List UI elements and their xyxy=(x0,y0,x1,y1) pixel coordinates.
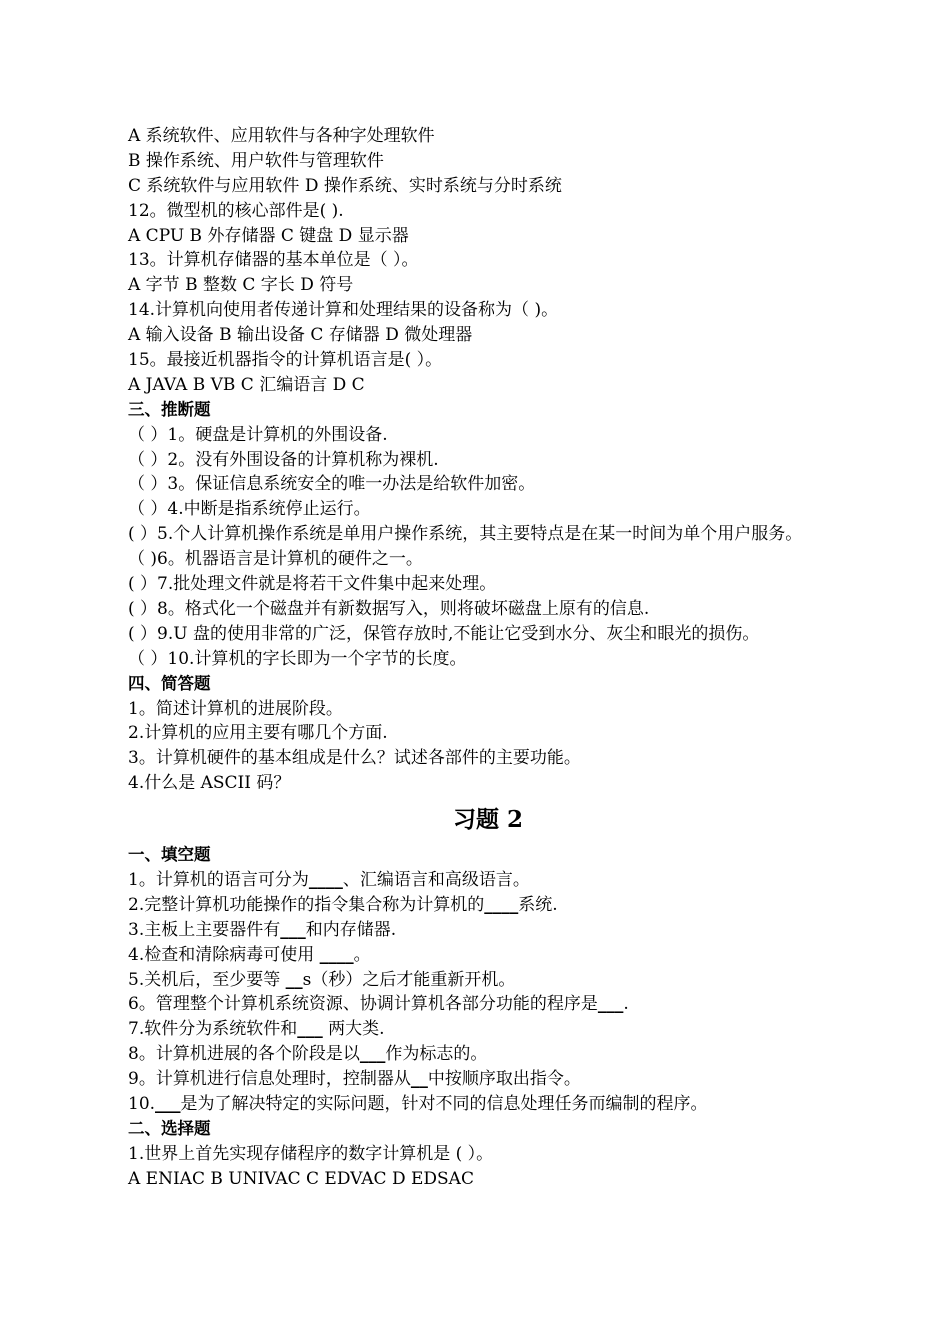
exercise-title: 习题 2 xyxy=(452,806,523,834)
judgement-item: （ ）3。保证信息系统安全的唯一办法是给软件加密。 xyxy=(128,474,536,495)
fill-item: 2.完整计算机功能操作的指令集合称为计算机的____系统. xyxy=(128,894,558,915)
section-heading-fill-blank: 一、填空题 xyxy=(128,845,211,865)
question-13: 13。计算机存储器的基本单位是（ ）。 xyxy=(128,250,419,271)
judgement-item: （ ）4.中断是指系统停止运行。 xyxy=(128,499,371,520)
option-line: A 字节 B 整数 C 字长 D 符号 xyxy=(128,275,354,296)
answer-blank: ___ xyxy=(297,1019,323,1040)
option-line: A JAVA B VB C 汇编语言 D C xyxy=(128,374,365,395)
fill-item: 8。计算机进展的各个阶段是以___作为标志的。 xyxy=(128,1044,488,1065)
judgement-item: ( ）5.个人计算机操作系统是单用户操作系统，其主要特点是在某一时间为单个用户服务。 xyxy=(128,524,803,545)
answer-blank: ___ xyxy=(155,1093,181,1114)
option-line: B 操作系统、用户软件与管理软件 xyxy=(128,150,384,171)
answer-blank: __ xyxy=(410,1069,428,1090)
fill-item: 10.___是为了解决特定的实际问题，针对不同的信息处理任务而编制的程序。 xyxy=(128,1093,708,1114)
judgement-item: （ ）2。没有外围设备的计算机称为裸机. xyxy=(128,449,439,470)
short-answer-item: 4.什么是 ASCII 码？ xyxy=(128,773,291,794)
judgement-item: （ ）1。硬盘是计算机的外围设备. xyxy=(128,424,388,445)
judgement-item: ( ）8。格式化一个磁盘并有新数据写入，则将破坏磁盘上原有的信息. xyxy=(128,598,650,619)
judgement-item: （ )6。机器语言是计算机的硬件之一。 xyxy=(128,549,423,570)
fill-item: 3.主板上主要器件有___和内存储器. xyxy=(128,919,397,940)
option-line: A 系统软件、应用软件与各种字处理软件 xyxy=(128,126,435,146)
section-heading-short-answer: 四、简答题 xyxy=(128,673,211,693)
answer-blank: ___ xyxy=(597,994,624,1015)
fill-item: 6。管理整个计算机系统资源、协调计算机各部分功能的程序是___. xyxy=(128,994,629,1015)
fill-item: 7.软件分为系统软件和___ 两大类. xyxy=(128,1019,385,1040)
option-line: A ENIAC B UNIVAC C EDVAC D EDSAC xyxy=(128,1168,474,1189)
short-answer-item: 2.计算机的应用主要有哪几个方面. xyxy=(128,723,388,744)
answer-blank: __ xyxy=(285,969,303,990)
document-page xyxy=(128,124,848,1192)
option-line: C 系统软件与应用软件 D 操作系统、实时系统与分时系统 xyxy=(128,175,562,196)
option-line: A 输入设备 B 输出设备 C 存储器 D 微处理器 xyxy=(128,325,473,346)
answer-blank: ___ xyxy=(359,1044,386,1065)
question-15: 15。最接近机器指令的计算机语言是( ）。 xyxy=(128,350,443,371)
answer-blank: ____ xyxy=(484,894,519,915)
answer-blank: ____ xyxy=(308,869,343,890)
choice-question: 1.世界上首先实现存储程序的数字计算机是 ( ）。 xyxy=(128,1143,494,1164)
section-heading-judgement: 三、推断题 xyxy=(128,399,211,419)
fill-item: 1。计算机的语言可分为____、汇编语言和高级语言。 xyxy=(128,869,530,890)
question-14: 14.计算机向使用者传递计算和处理结果的设备称为（ )。 xyxy=(128,300,559,321)
judgement-item: （ ）10.计算机的字长即为一个字节的长度。 xyxy=(128,648,467,669)
short-answer-item: 1。简述计算机的进展阶段。 xyxy=(128,698,343,719)
answer-blank: ___ xyxy=(280,919,306,940)
fill-item: 4.检查和清除病毒可使用 ____。 xyxy=(128,944,371,965)
fill-item: 9。计算机进行信息处理时，控制器从__中按顺序取出指令。 xyxy=(128,1069,581,1090)
judgement-item: ( ）9.U 盘的使用非常的广泛，保管存放时,不能让它受到水分、灰尘和眼光的损伤。 xyxy=(128,623,760,644)
question-12: 12。微型机的核心部件是( ). xyxy=(128,200,344,221)
fill-item: 5.关机后，至少要等 __s（秒）之后才能重新开机。 xyxy=(128,969,516,990)
short-answer-item: 3。计算机硬件的基本组成是什么？试述各部件的主要功能。 xyxy=(128,748,581,769)
judgement-item: ( ）7.批处理文件就是将若干文件集中起来处理。 xyxy=(128,574,497,595)
answer-blank: ____ xyxy=(319,944,354,965)
section-heading-choice: 二、选择题 xyxy=(128,1118,211,1138)
option-line: A CPU B 外存储器 C 键盘 D 显示器 xyxy=(128,225,409,246)
